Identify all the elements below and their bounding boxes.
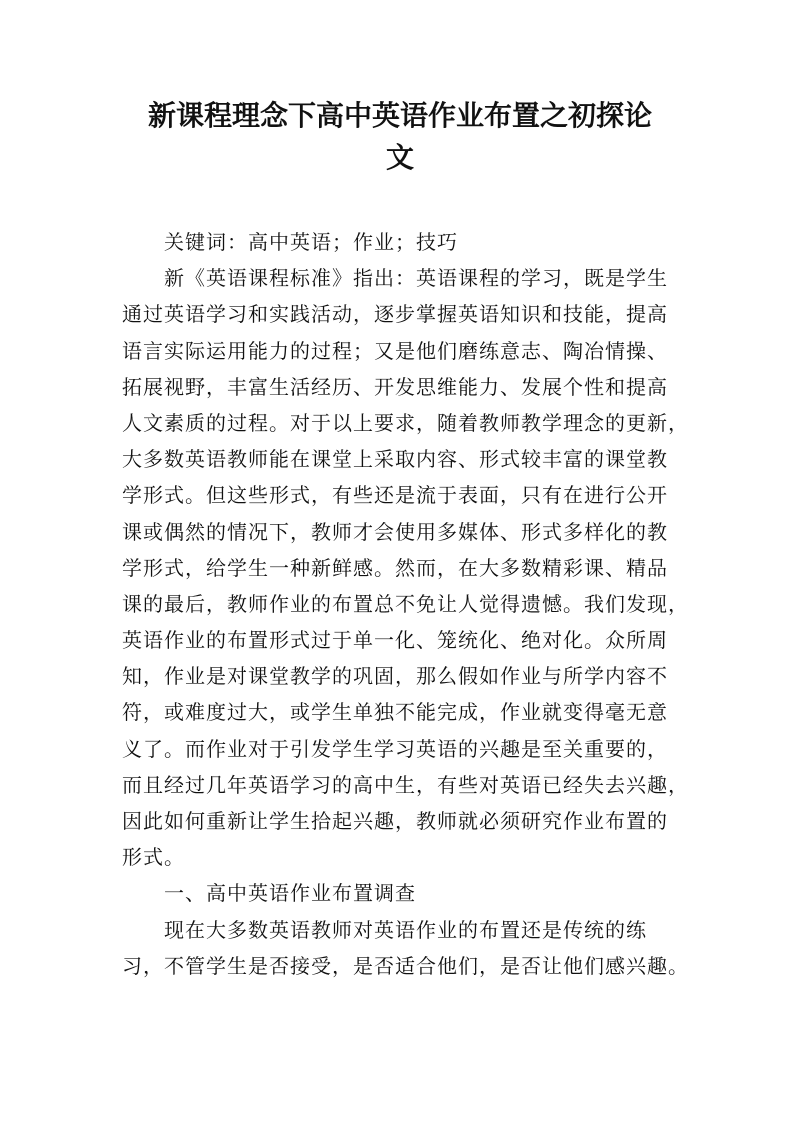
paragraph-line: 因此如何重新让学生拾起兴趣，教师就必须研究作业布置的 <box>122 809 668 833</box>
paragraph-line: 英语作业的布置形式过于单一化、笼统化、绝对化。众所周 <box>122 628 668 653</box>
paragraph-line: 大多数英语教师能在课堂上采取内容、形式较丰富的课堂教 <box>122 447 668 472</box>
paragraph-line: 通过英语学习和实践活动，逐步掌握英语知识和技能，提高 <box>122 302 668 327</box>
paragraph-line: 知，作业是对课堂教学的巩固，那么假如作业与所学内容不 <box>122 664 668 689</box>
paragraph-line: 新《英语课程标准》指出：英语课程的学习，既是学生 <box>164 266 668 291</box>
title-line: 文 <box>385 141 414 174</box>
paragraph-line: 学形式，给学生一种新鲜感。然而，在大多数精彩课、精品 <box>122 555 668 580</box>
paragraph-line: 义了。而作业对于引发学生学习英语的兴趣是至关重要的， <box>122 736 668 761</box>
paragraph-1 <box>122 260 689 875</box>
paragraph-line: 现在大多数英语教师对英语作业的布置还是传统的练 <box>164 917 647 942</box>
paragraph-line: 语言实际运用能力的过程；又是他们磨练意志、陶冶情操、 <box>122 338 668 363</box>
document-title <box>110 95 690 179</box>
paragraph-line: 课的最后，教师作业的布置总不免让人觉得遗憾。我们发现， <box>122 591 689 616</box>
paragraph-2 <box>122 912 689 984</box>
paragraph-line: 习，不管学生是否接受，是否适合他们，是否让他们感兴趣。 <box>122 953 689 978</box>
paragraph-line: 课或偶然的情况下，教师才会使用多媒体、形式多样化的教 <box>122 519 668 544</box>
paragraph-line: 拓展视野，丰富生活经历、开发思维能力、发展个性和提高 <box>122 374 668 399</box>
title-line: 新课程理念下高中英语作业布置之初探论 <box>147 99 652 132</box>
paragraph-line: 人文素质的过程。对于以上要求，随着教师教学理念的更新， <box>122 410 689 435</box>
paragraph-line: 符，或难度过大，或学生单独不能完成，作业就变得毫无意 <box>122 700 668 725</box>
section-heading: 一、高中英语作业布置调查 <box>164 881 416 906</box>
document-body <box>122 224 689 984</box>
paragraph-line: 而且经过几年英语学习的高中生，有些对英语已经失去兴趣， <box>122 772 689 797</box>
paragraph-line: 学形式。但这些形式，有些还是流于表面，只有在进行公开 <box>122 483 668 508</box>
paragraph-line: 形式。 <box>122 845 185 870</box>
keywords-line: 关键词：高中英语；作业；技巧 <box>164 230 458 254</box>
